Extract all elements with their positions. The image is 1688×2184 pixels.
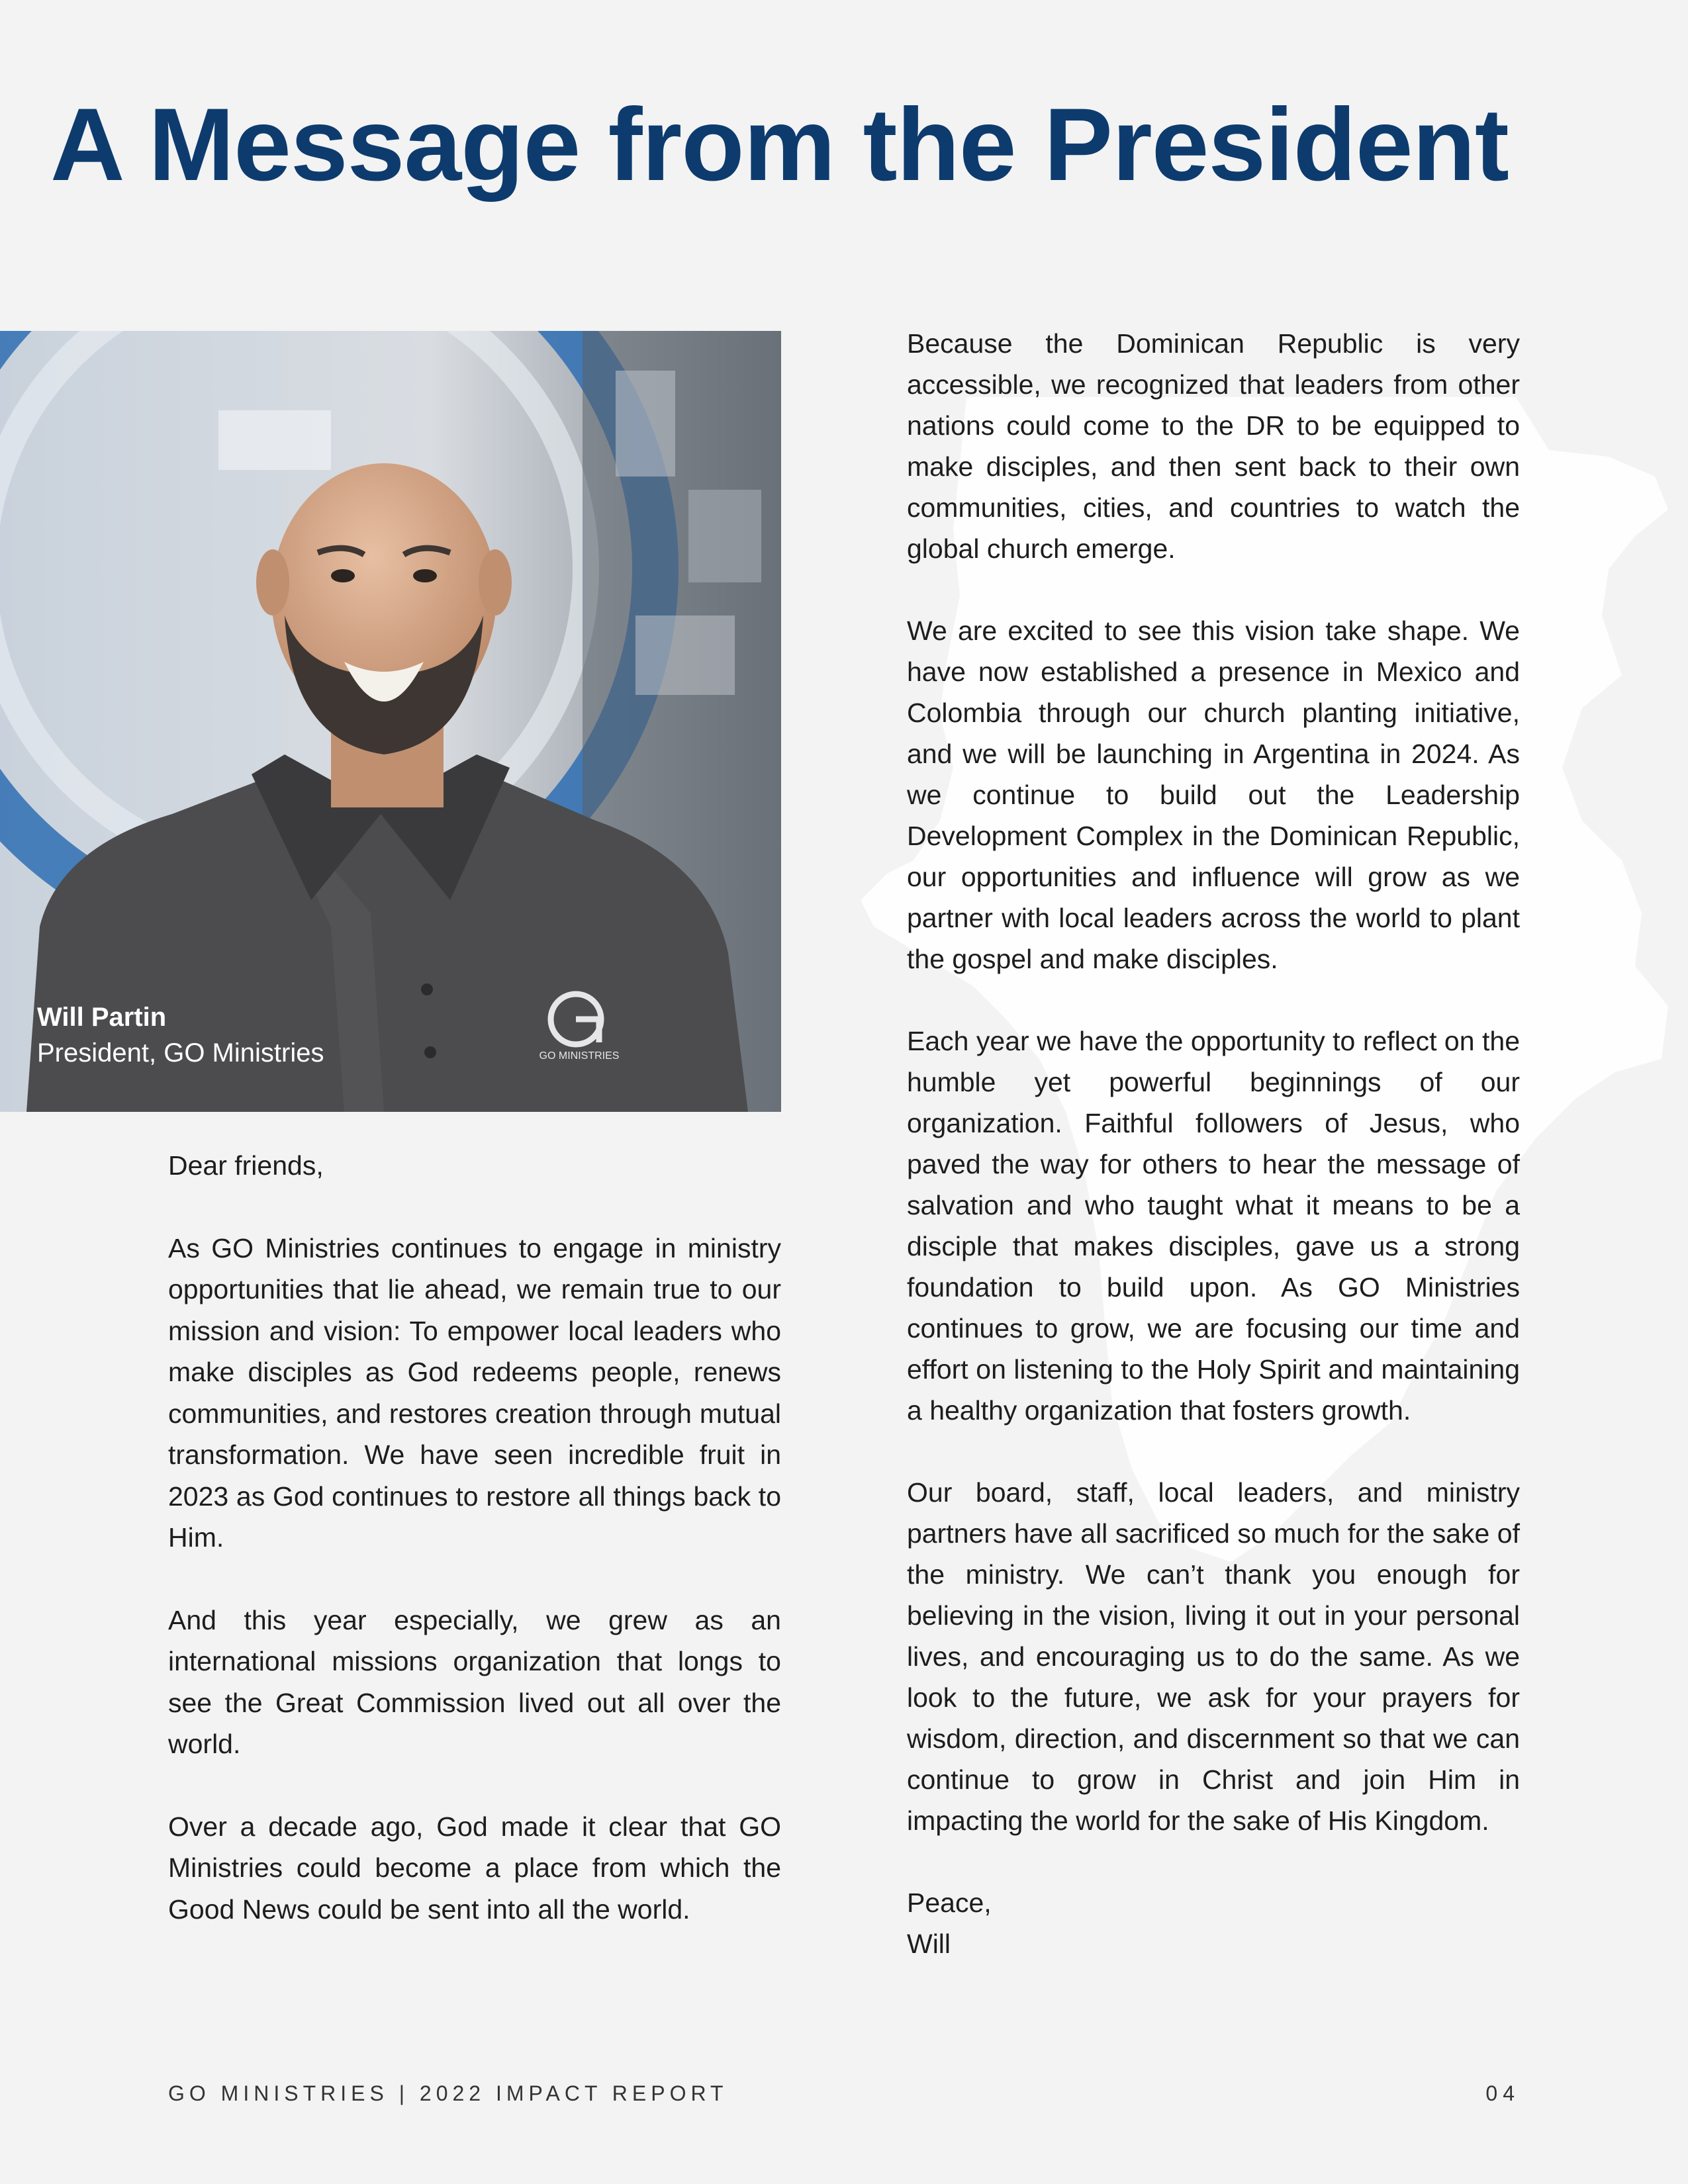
president-role: President, GO Ministries — [37, 1038, 324, 1068]
letter-paragraph: As GO Ministries continues to engage in ministry opportunities that lie ahead, we remain true to our mission and vision: To empower local leaders who make disciples as God redeems people, renews communities, and restores creation through mutual transformation. We have seen incredible fruit in 2023 as God continues to restore all things back to Him. — [168, 1232, 781, 1553]
president-name: Will Partin — [37, 1003, 167, 1032]
page-number: 04 — [1485, 2081, 1520, 2105]
letter-left-column — [168, 1145, 781, 1930]
letter-paragraph: And this year especially, we grew as an international missions organization that longs to see the Great Commission lived out all over the world. — [168, 1604, 781, 1759]
portrait-illustration — [0, 331, 781, 1112]
letter-paragraph: Each year we have the opportunity to reflect on the humble yet powerful beginnings of our organization. Faithful followers of Jesus, who paved the way for others to hear the message of salvation and who taught what it means to be a disciple that makes disciples, gave us a strong foundation to build upon. As GO Ministries continues to grow, we are focusing our time and effort on listening to the Holy Spirit and maintaining a healthy organization that fosters growth. — [907, 1026, 1520, 1426]
page-title: A Message from the President — [50, 87, 1509, 203]
photo-caption — [37, 999, 324, 1071]
letter-signature: Will — [907, 1929, 951, 1959]
letter-paragraph: Over a decade ago, God made it clear that GO Ministries could become a place from which the Good News could be sent into all the world. — [168, 1811, 781, 1925]
letter-greeting: Dear friends, — [168, 1150, 324, 1181]
footer-report-title: GO MINISTRIES | 2022 IMPACT REPORT — [168, 2081, 728, 2105]
shirt-logo-text: GO MINISTRIES — [539, 1050, 620, 1062]
letter-closing: Peace, — [907, 1888, 992, 1918]
letter-right-column — [907, 323, 1520, 1964]
letter-paragraph: Because the Dominican Republic is very accessible, we recognized that leaders from other nations could come to the DR to be equipped to make disciples, and then sent back to their own communities, cities, and countries to watch the global church emerge. — [907, 328, 1520, 564]
letter-paragraph: Our board, staff, local leaders, and ministry partners have all sacrificed so much for the sake of the ministry. We can’t thank you enough for believing in the vision, living it out in your personal lives, and encouraging us to do the same. As we look to the future, we ask for your prayers for wisdom, direction, and discernment so that we can continue to grow in Christ and join Him in impacting the world for the sake of His Kingdom. — [907, 1477, 1520, 1836]
president-photo — [0, 331, 781, 1112]
letter-paragraph: We are excited to see this vision take shape. We have now established a presence in Mexico and Colombia through our church planting initiative, and we will be launching in Argentina in 2024. As we continue to build out the Leadership Development Complex in the Dominican Republic, our opportunities and influence will grow as we partner with local leaders across the world to plant the gospel and make disciples. — [907, 615, 1520, 974]
